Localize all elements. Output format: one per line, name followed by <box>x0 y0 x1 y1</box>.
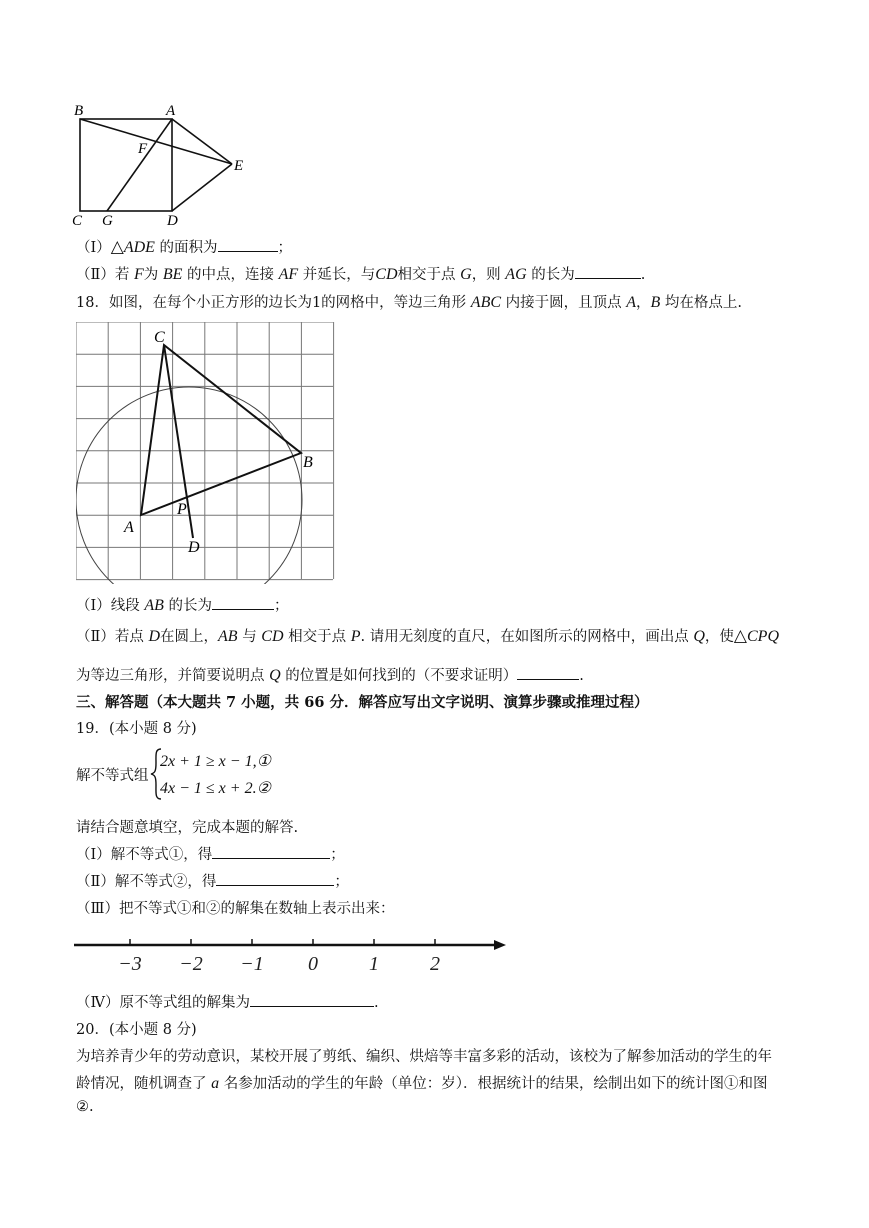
axis-tick-label: 2 <box>430 953 440 975</box>
axis-tick-label: −1 <box>240 953 264 975</box>
q19-instruction: 请结合题意填空，完成本题的解答. <box>76 820 299 836</box>
answer-blank[interactable] <box>575 266 641 279</box>
label-B: B <box>74 103 84 119</box>
inequality-1: 2x + 1 ≥ x − 1,① <box>160 753 271 770</box>
label-F: F <box>138 141 148 157</box>
q19-head: 19．(本小题 8 分) <box>76 721 197 737</box>
label-G: G <box>102 213 113 229</box>
label-C: C <box>154 329 165 346</box>
q18-stem: 18．如图，在每个小正方形的边长为1的网格中，等边三角形 ABC 内接于圆，且顶点 A，B 均在格点上. <box>76 294 743 311</box>
answer-blank[interactable] <box>212 597 274 610</box>
q19-part3: （Ⅲ）把不等式①和②的解集在数轴上表示出来： <box>76 901 395 917</box>
axis-tick-label: −2 <box>179 953 203 975</box>
inequality-2: 4x − 1 ≤ x + 2.② <box>160 780 271 797</box>
q18-part2: （Ⅱ）若点 D在圆上，AB 与 CD 相交于点 P. 请用无刻度的直尺，在如图所示的网格中，画出点 Q，使△CPQ <box>76 626 779 646</box>
label-B: B <box>303 454 313 471</box>
label-A: A <box>166 103 176 119</box>
figure-17-square-triangle <box>60 98 260 230</box>
label-D: D <box>188 539 200 556</box>
q19-part4: （Ⅳ）原不等式组的解集为 . <box>76 995 379 1011</box>
axis-tick-label: 1 <box>369 953 379 975</box>
q17-part2: （Ⅱ）若 F为 BE 的中点，连接 AF 并延长，与CD相交于点 G，则 AG 的长为 . <box>76 266 646 283</box>
q19-part2: （Ⅱ）解不等式②，得 ； <box>76 874 349 890</box>
label-P: P <box>177 501 187 518</box>
q19-part1: （Ⅰ）解不等式①，得 ； <box>76 847 345 863</box>
q19-solve-label: 解不等式组 <box>76 768 149 784</box>
number-line[interactable] <box>70 930 510 978</box>
q18-part1: （Ⅰ）线段 AB 的长为 ； <box>76 597 289 614</box>
answer-blank[interactable] <box>250 994 374 1007</box>
label-D: D <box>167 213 178 229</box>
answer-blank[interactable] <box>218 239 278 252</box>
section-heading: 三、解答题（本大题共 7 小题，共 66 分．解答应写出文字说明、演算步骤或推理过程） <box>76 694 649 711</box>
q20-body-line3: ②. <box>76 1099 94 1115</box>
q20-body-line1: 为培养青少年的劳动意识，某校开展了剪纸、编织、烘焙等丰富多彩的活动，该校为了解参加活动的学生的年 <box>76 1049 772 1065</box>
answer-blank[interactable] <box>517 667 579 680</box>
label-C: C <box>72 213 83 229</box>
q18-part2-cont: 为等边三角形，并简要说明点 Q 的位置是如何找到的（不要求证明） . <box>76 667 584 684</box>
q17-part1: （Ⅰ）△ADE 的面积为 ； <box>76 237 293 257</box>
q20-head: 20．(本小题 8 分) <box>76 1022 197 1038</box>
answer-blank[interactable] <box>216 873 334 886</box>
axis-tick-label: −3 <box>118 953 142 975</box>
label-E: E <box>234 158 244 174</box>
figure-18-grid-circle <box>76 322 336 584</box>
label-A: A <box>124 519 134 536</box>
axis-tick-label: 0 <box>308 953 318 975</box>
answer-blank[interactable] <box>212 846 330 859</box>
q20-body-line2: 龄情况，随机调查了 a 名参加活动的学生的年龄（单位：岁）．根据统计的结果，绘制出如下的统计图①和图 <box>76 1075 768 1092</box>
